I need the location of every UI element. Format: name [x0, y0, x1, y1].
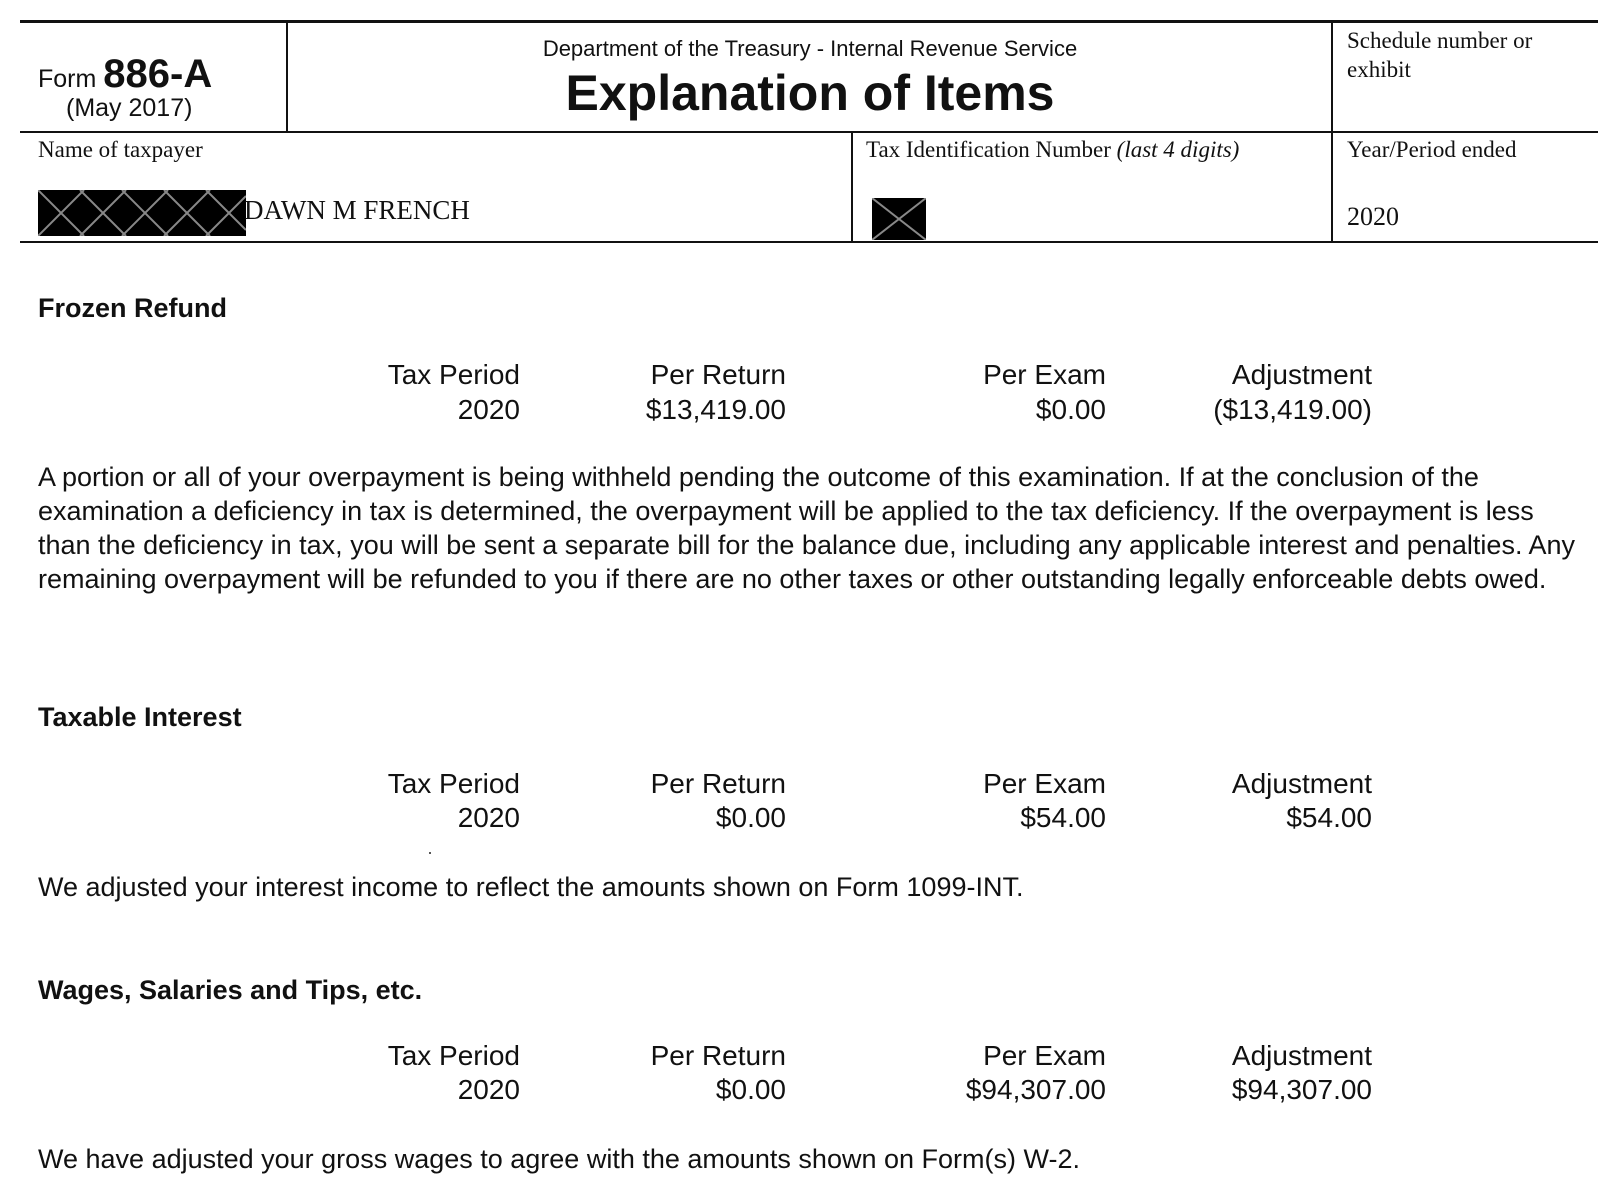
- section-title-wages: Wages, Salaries and Tips, etc.: [38, 975, 423, 1005]
- taxpayer-divider: [851, 132, 853, 242]
- tin-label-text: Tax Identification Number: [866, 137, 1111, 162]
- taxpayer-name-label: Name of taxpayer: [38, 137, 203, 162]
- value-tax-period: 2020: [457, 802, 520, 833]
- col-header-per-exam: Per Exam: [983, 1040, 1106, 1071]
- value-per-exam: $0.00: [1035, 394, 1106, 425]
- tin-label-note: (last 4 digits): [1116, 137, 1240, 162]
- form-number: [38, 52, 212, 97]
- col-header-adjustment: Adjustment: [1231, 1040, 1372, 1071]
- year-period-value: 2020: [1347, 202, 1399, 231]
- tin-label: [866, 137, 1239, 163]
- form-date: (May 2017): [66, 94, 193, 122]
- agency-name: Department of the Treasury - Internal Revenue Service: [542, 36, 1078, 61]
- value-tax-period: 2020: [457, 1074, 520, 1105]
- header-divider-left: [286, 22, 288, 132]
- col-header-tax-period: Tax Period: [387, 359, 520, 390]
- value-per-return: $0.00: [715, 1074, 786, 1105]
- value-adjustment: ($13,419.00): [1213, 394, 1372, 425]
- form-top-border: [20, 20, 1598, 23]
- tin-redaction-box: [872, 198, 926, 240]
- col-header-tax-period: Tax Period: [387, 768, 520, 799]
- taxpayer-name: DAWN M FRENCH: [244, 195, 470, 225]
- scan-speck: [429, 852, 431, 854]
- page-title: Explanation of Items: [565, 65, 1055, 121]
- section-explanation-wages: We have adjusted your gross wages to agree with the amounts shown on Form(s) W-2.: [38, 1144, 1080, 1174]
- form-number-value: 886-A: [103, 52, 213, 96]
- year-period-label: Year/Period ended: [1347, 137, 1517, 162]
- value-adjustment: $54.00: [1286, 802, 1372, 833]
- col-header-per-return: Per Return: [650, 768, 786, 799]
- form-prefix: Form: [38, 65, 97, 93]
- value-tax-period: 2020: [457, 394, 520, 425]
- taxpayer-bottom-border: [20, 241, 1598, 243]
- col-header-per-return: Per Return: [650, 1040, 786, 1071]
- col-header-per-return: Per Return: [650, 359, 786, 390]
- section-title-taxable-interest: Taxable Interest: [38, 702, 242, 732]
- schedule-label: Schedule number or exhibit: [1347, 28, 1533, 82]
- section-explanation-taxable-interest: We adjusted your interest income to reflect the amounts shown on Form 1099-INT.: [38, 872, 1024, 902]
- redaction-box: [38, 190, 246, 236]
- col-header-adjustment: Adjustment: [1231, 768, 1372, 799]
- section-explanation-frozen-refund: A portion or all of your overpayment is being withheld pending the outcome of this examination. If at the conclusion of the examination a deficiency in tax is determined, the overpayment will be applied to the tax deficiency. If the overpayment is less than the deficiency in tax, you will be sent a separate bill for the balance due, including any applicable interest and penalties. Any remaining overpayment will be refunded to you if there are no other taxes or other outstanding legally enforceable debts owed.: [38, 462, 1575, 594]
- col-header-tax-period: Tax Period: [387, 1040, 520, 1071]
- section-title-frozen-refund: Frozen Refund: [38, 293, 227, 323]
- col-header-per-exam: Per Exam: [983, 768, 1106, 799]
- col-header-per-exam: Per Exam: [983, 359, 1106, 390]
- header-bottom-border: [20, 131, 1598, 133]
- value-per-return: $0.00: [715, 802, 786, 833]
- value-per-exam: $54.00: [1020, 802, 1106, 833]
- col-header-adjustment: Adjustment: [1231, 359, 1372, 390]
- value-per-return: $13,419.00: [645, 394, 786, 425]
- value-per-exam: $94,307.00: [965, 1074, 1106, 1105]
- value-adjustment: $94,307.00: [1231, 1074, 1372, 1105]
